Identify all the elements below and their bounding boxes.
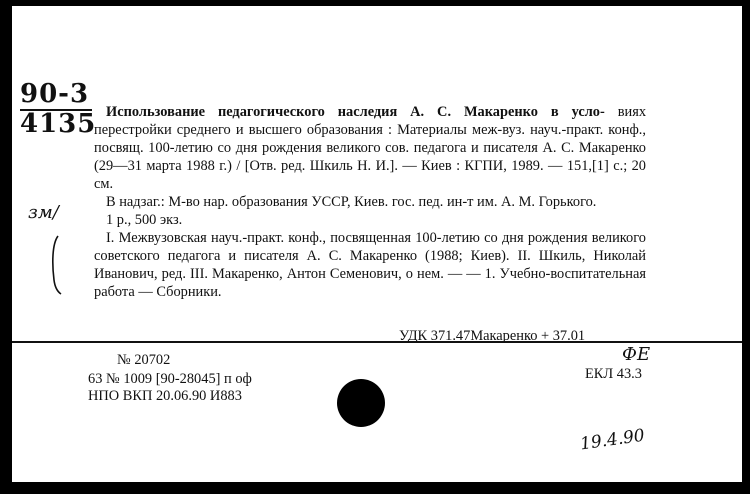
bibliographic-entry [94,103,646,301]
handwritten-bracket [48,234,64,296]
udk-code: УДК 371.47Макаренко + 37.01 [399,328,586,344]
entry-heading: Использование педагогического наследия А. С. Макаренко в усло- [106,104,605,120]
entry-title: виях перестройки среднего и высшего образования : Материалы меж-вуз. науч.-практ. конф., посвящ. 100-летию со дня рождения великого сов. педагога и писателя А. С. Макаренко (29—31 марта 1988 г.) / [Отв. ред. Шкиль Н. И.]. — Киев : КГПИ, 1989. — 151,[1] с.; 20 см. [94,104,647,192]
entry-price: 1 р., 500 экз. [106,212,183,228]
entry-tracings: I. Межвузовская науч.-практ. конф., посвященная 100-летию со дня рождения великого советского педагога и писателя А. С. Макаренко (1988; Киев). II. Шкиль, Николай Иванович, ред. III. Макаренко, Антон Семенович, о нем. — — 1. Учебно-воспитательная работа — Сборники. [94,230,646,300]
call-number-line1: 90-3 [20,79,90,109]
ekl-code: ЕКЛ 43.3 [585,366,642,382]
entry-issuer: В надзаг.: М-во нар. образования УССР, Киев. гос. пед. ин-т им. А. М. Горького. [106,194,597,210]
call-number-line2: 4135 [20,109,97,139]
npo-imprint: НПО ВКП 20.06.90 И883 [88,388,242,404]
accession-number: № 20702 [117,352,171,368]
handwritten-code: ФЕ [622,344,651,365]
order-number: 63 № 1009 [90-28045] п оф [88,371,252,387]
handwritten-mark: зм/ [28,202,59,223]
handwritten-date: 19.4.90 [578,425,646,455]
punch-hole [337,379,385,427]
call-number [20,79,97,139]
divider-line [12,341,742,343]
catalog-card [12,6,742,482]
